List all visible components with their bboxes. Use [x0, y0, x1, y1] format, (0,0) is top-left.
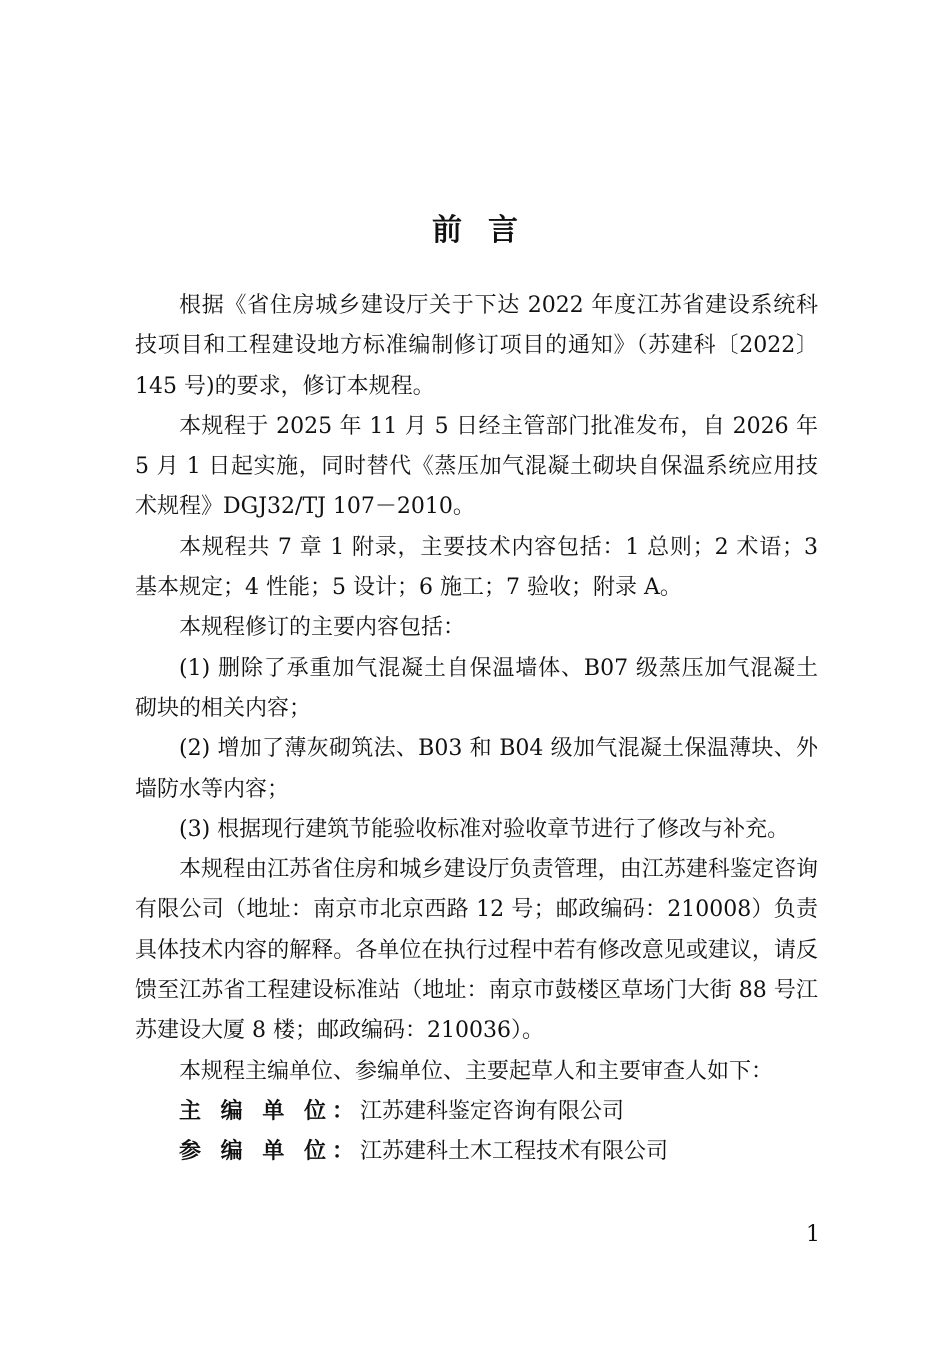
paragraph-approval: 本规程于 2025 年 11 月 5 日经主管部门批准发布，自 2026 年 5 月 1 日起实施，同时替代《蒸压加气混凝土砌块自保温系统应用技术规程》DGJ32/TJ 107－2010。 [135, 413, 818, 520]
paragraph-management: 本规程由江苏省住房和城乡建设厅负责管理，由江苏建科鉴定咨询有限公司（地址：南京市北京西路 12 号；邮政编码：210008）负责具体技术内容的解释。各单位在执行过程中若有修改意见或建议，请反馈至江苏省工程建设标准站（地址：南京市鼓楼区草场门大街 88 号江苏建设大厦 8 楼；邮政编码：210036）。 [135, 857, 818, 1044]
page-number: 1 [806, 1222, 820, 1247]
revision-item-1: (1) 删除了承重加气混凝土自保温墙体、B07 级蒸压加气混凝土砌块的相关内容； [135, 655, 818, 721]
chief-editor-unit-line [135, 1092, 818, 1132]
page-title: 前言 [432, 213, 544, 248]
participating-unit-value: 江苏建科土木工程技术有限公司 [359, 1139, 668, 1165]
chief-editor-unit-label: 主 编 单 位： [179, 1098, 360, 1124]
participating-unit-label: 参 编 单 位： [179, 1139, 360, 1165]
revision-item-3: (3) 根据现行建筑节能验收标准对验收章节进行了修改与补充。 [179, 816, 790, 842]
preface-body [135, 286, 818, 1173]
paragraph-units-intro: 本规程主编单位、参编单位、主要起草人和主要审查人如下： [179, 1058, 774, 1084]
revision-item-2: (2) 增加了薄灰砌筑法、B03 和 B04 级加气混凝土保温薄块、外墙防水等内容； [135, 736, 818, 802]
paragraph-basis: 根据《省住房城乡建设厅关于下达 2022 年度江苏省建设系统科技项目和工程建设地方标准编制修订项目的通知》（苏建科〔2022〕145 号)的要求，修订本规程。 [135, 293, 818, 399]
participating-unit-line [135, 1132, 818, 1172]
paragraph-chapters: 本规程共 7 章 1 附录，主要技术内容包括：1 总则；2 术语；3 基本规定；4 性能；5 设计；6 施工；7 验收；附录 A。 [135, 534, 818, 601]
paragraph-revision-intro: 本规程修订的主要内容包括： [179, 615, 466, 641]
chief-editor-unit-value: 江苏建科鉴定咨询有限公司 [359, 1098, 624, 1124]
